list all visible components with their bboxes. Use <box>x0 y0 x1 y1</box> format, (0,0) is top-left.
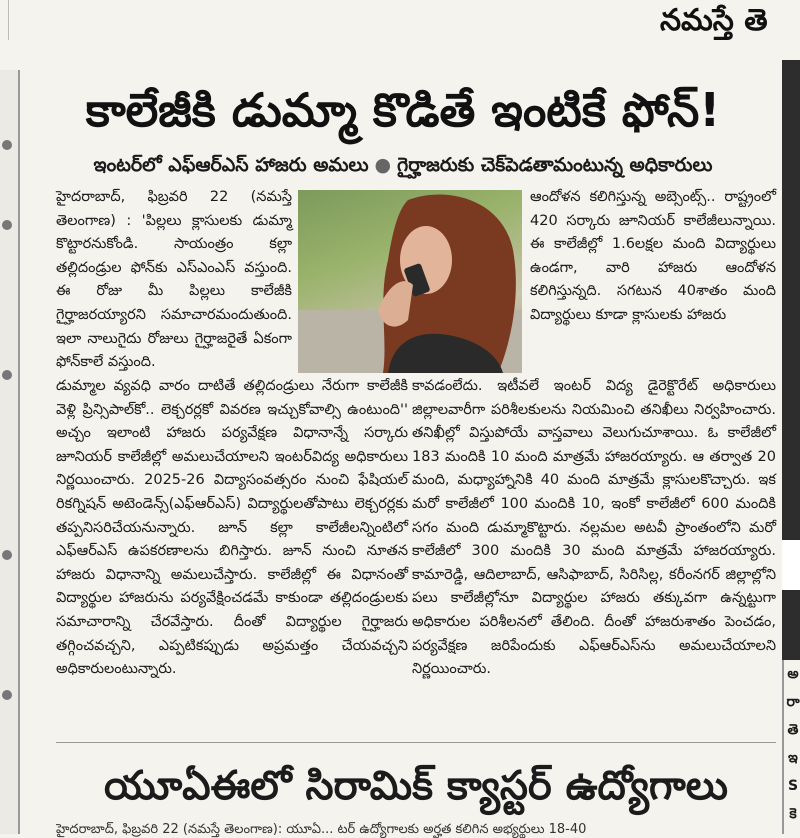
second-article-cut-text: హైదరాబాద్, ఫిబ్రవరి 22 (నమస్తే తెలంగాణ): యూఏ... టర్ ఉద్యోగాలకు అర్హత కలిగిన అభ్యర్థులు 18-40 <box>56 822 587 837</box>
article-headline: కాలేజీకి డుమ్మా కొడితే ఇంటికే ఫోన్! <box>85 83 721 137</box>
top-rule <box>0 0 9 40</box>
article-column-left-top <box>56 186 292 375</box>
section-divider <box>56 742 776 743</box>
right-strip-letter: తె <box>787 722 799 738</box>
right-strip-panel <box>782 540 800 590</box>
right-column-strip <box>782 60 800 834</box>
article-column-right-bottom <box>412 375 776 682</box>
article-column-right-top <box>530 186 776 328</box>
subhead-right: గైర్హాజరుకు చెక్‌పెడతామంటున్న అధికారులు <box>397 154 713 176</box>
second-article-headline: యూఏఈలో సిరామిక్ క్యాస్టర్ ఉద్యోగాలు <box>104 763 728 809</box>
article-paragraph: ఆందోళన కలిగిస్తున్న అబ్సెంట్స్.. రాష్ట్రంలో 420 సర్కారు జూనియర్ కాలేజీలున్నాయి. ఈ కాలేజీల్లో 1.6లక్షల మంది విద్యార్థులు ఉండగా, వారి హాజరు ఆందోళన కలిగిస్తున్నది. సగటున 40శాతం మంది విద్యార్థులు కూడా క్లాసులకు హాజరు <box>530 189 776 323</box>
right-strip-letter: S <box>787 778 799 794</box>
article-paragraph: : 'పిల్లలు క్లాసులకు డుమ్మా కొట్టారనుకోండి. సాయంత్రం కల్లా తల్లిదండ్రుల ఫోన్‌కు ఎస్‌ఎంఎస్ వస్తుంది. ఈ రోజు మీ పిల్లలు కాలేజీకి గైర్హాజరయ్యారని సమాచారమందుతుంది. ఇలా నాలుగైదు రోజులు గైర్హాజరైతే ఏకంగా ఫోన్‌కాలే వస్తుంది. <box>56 212 293 371</box>
right-strip-letter: అ <box>787 666 799 682</box>
subhead-left: ఇంటర్‌లో ఎఫ్‌ఆర్‌ఎస్ హాజరు అమలు <box>93 154 369 176</box>
student-on-phone-photo <box>298 190 522 373</box>
masthead-title: నమస్తే తె <box>660 3 768 38</box>
right-strip-list <box>782 660 800 834</box>
article-paragraph: డుమ్మాల వ్యవధి వారం దాటితే తల్లిదండ్రులు నేరుగా కాలేజీకి వెళ్లి ప్రిన్సిపాల్‌కో.. లెక్చరర్లకో వివరణ ఇచ్చుకోవాల్సి ఉంటుంది'' అచ్చం ఇలాంటి హాజరు పర్యవేక్షణ విధానాన్నే సర్కారు జూనియర్ కాలేజీల్లో అమలుచేయాలని ఇంటర్‌విద్య అధికారులు నిర్ణయించారు. 2025-26 విద్యాసంవత్సరం నుంచి ఫేషియల్ రికగ్నిషన్ అటెండెన్స్(ఎఫ్‌ఆర్‌ఎస్) విద్యార్థులతోపాటు లెక్చరర్లకు తప్పనిసరిచేయనున్నారు. జూన్ కల్లా కాలేజీలన్నింటిలో ఎఫ్‌ఆర్‌ఎస్ ఉపకరణాలను బిగిస్తారు. జూన్ నుంచి నూతన హాజరు విధానాన్ని అమలుచేస్తారు. కాలేజీల్లో ఈ విధానంతో విద్యార్థుల హాజరును పర్యవేక్షించడమే కాకుండా తల్లిదండ్రులకు సమాచారాన్ని చేరవేస్తారు. దీంతో విద్యార్థుల గైర్హాజరు తగ్గించవచ్చని, ఎప్పటికప్పుడు అప్రమత్తం చేయవచ్చని అధికారులంటున్నారు. <box>56 378 408 678</box>
right-strip-letter: కె <box>789 806 797 822</box>
left-column-strip <box>0 70 20 834</box>
bullet-dot-icon: ● <box>374 154 392 176</box>
article-subhead <box>30 152 776 178</box>
right-strip-letter: ఇ <box>788 750 798 766</box>
right-strip-letter: రా <box>786 694 800 710</box>
article-dateline: హైదరాబాద్, ఫిబ్రవరి 22 (నమస్తే తెలంగాణ) <box>56 189 292 229</box>
article-column-left-bottom <box>56 375 408 682</box>
article-paragraph: కావడంలేదు. ఇటీవలే ఇంటర్ విద్య డైరెక్టొరేట్ అధికారులు జిల్లాలవారీగా పరిశీలకులను నియమించి తనిఖీలు నిర్వహించారు. తనిఖీల్లో విస్తుపోయే వాస్తవాలు వెలుగుచూశాయి. ఓ కాలేజీలో 183 మందికి 10 మంది మాత్రమే హాజరయ్యారు. ఆ తర్వాత 20 మంది, మధ్యాహ్నానికి 40 మంది మాత్రమే క్లాసులకొచ్చారు. ఇక మరో కాలేజీలో 100 మందికి 10, ఇంకో కాలేజీలో 600 మందికి సగం మంది డుమ్మాకొట్టారు. నల్లమల అటవీ ప్రాంతంలోని మరో కాలేజీలో 300 మందికి 30 మంది మాత్రమే హాజరయ్యారు. కామారెడ్డి, ఆదిలాబాద్, ఆసిఫాబాద్, సిరిసిల్ల, కరీంనగర్ జిల్లాల్లోని పలు కాలేజీల్లోనూ విద్యార్థుల హాజరు తక్కువగా ఉన్నట్టుగా అధికారుల పరిశీలనలో తేలింది. దీంతో హాజరుశాతం పెంచడం, పర్యవేక్షణ జరిపేందుకు ఎఫ్‌ఆర్‌ఎస్‌ను అమలుచేయాలని నిర్ణయించారు. <box>412 378 776 678</box>
